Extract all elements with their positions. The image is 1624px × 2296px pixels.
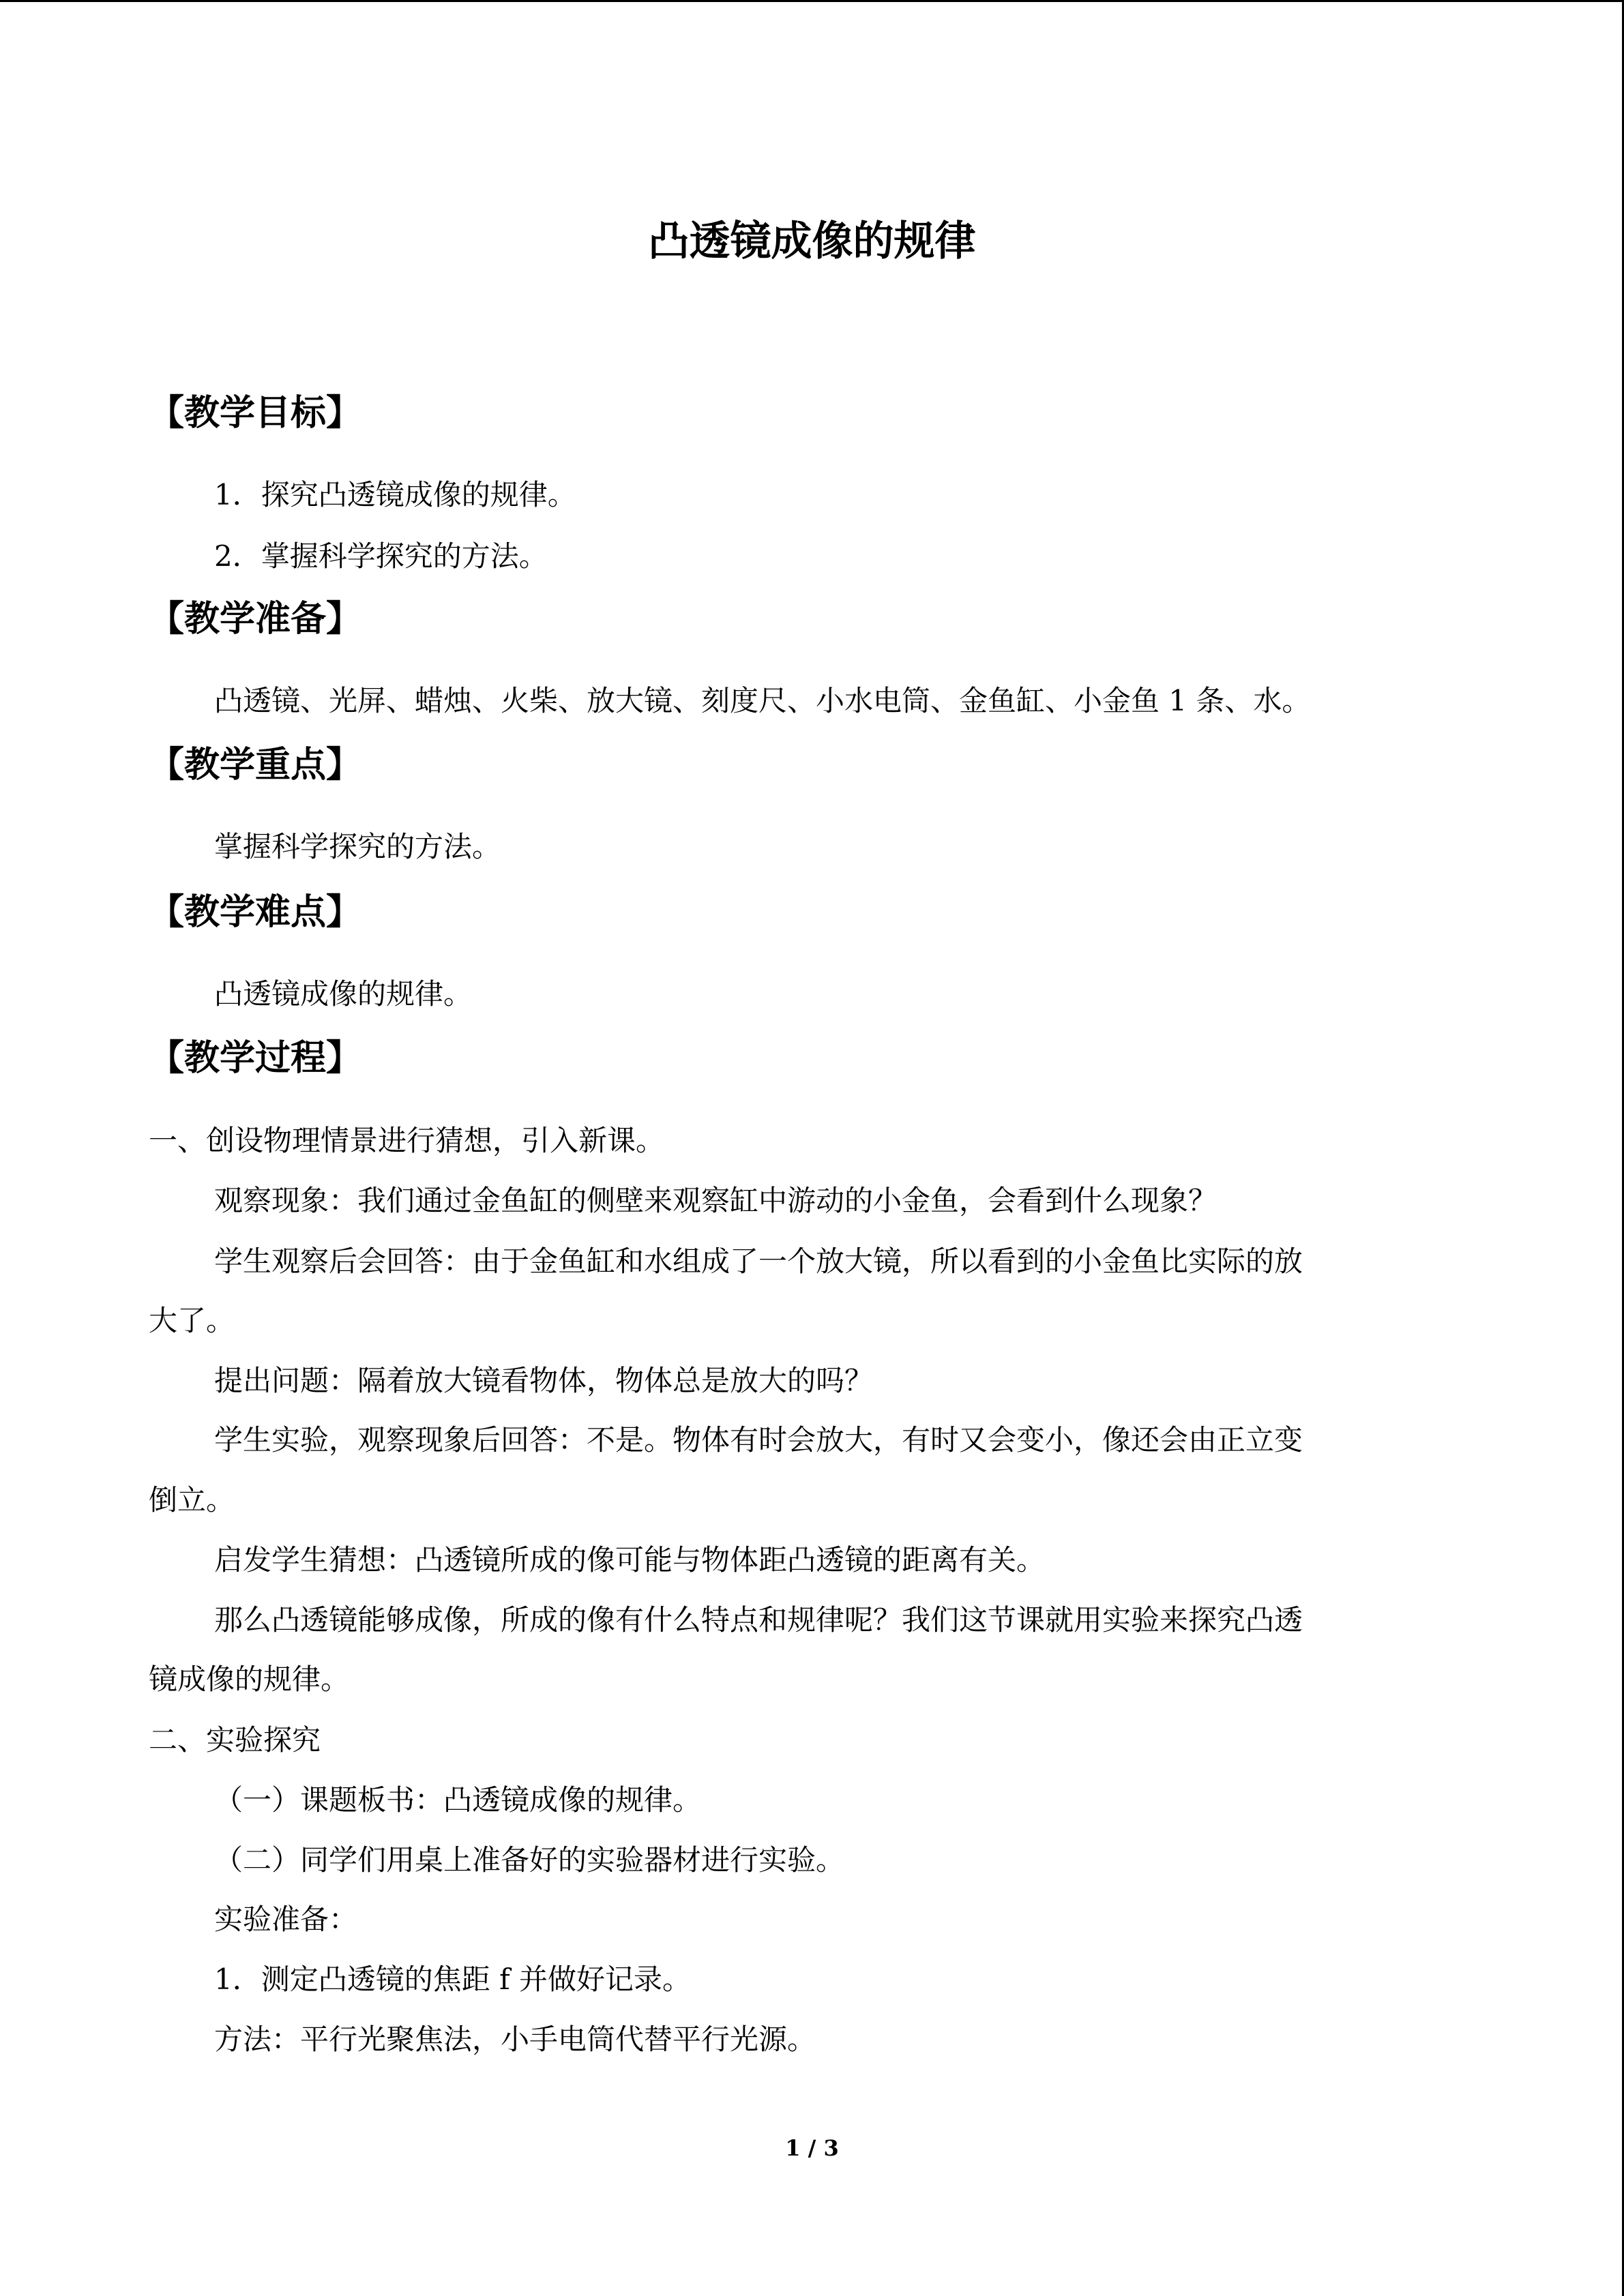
heading-teaching-prep: 【教学准备】 — [149, 599, 362, 640]
process-line-7: 倒立。 — [149, 1483, 235, 1517]
process-line-13: （二）同学们用桌上准备好的实验器材进行实验。 — [214, 1843, 845, 1877]
goal-item-1: 1．探究凸透镜成像的规律。 — [214, 478, 576, 511]
process-line-1: 一、创设物理情景进行猜想，引入新课。 — [149, 1124, 665, 1157]
page-number: 1 / 3 — [785, 2135, 839, 2161]
process-line-15: 1．测定凸透镜的焦距 f 并做好记录。 — [214, 1963, 691, 1996]
process-line-12: （一）课题板书：凸透镜成像的规律。 — [214, 1783, 702, 1817]
process-line-16: 方法：平行光聚焦法，小手电筒代替平行光源。 — [214, 2023, 816, 2056]
process-line-6: 学生实验，观察现象后回答：不是。物体有时会放大，有时又会变小，像还会由正立变 — [214, 1423, 1303, 1457]
process-line-3: 学生观察后会回答：由于金鱼缸和水组成了一个放大镜，所以看到的小金鱼比实际的放 — [214, 1244, 1303, 1278]
process-line-14: 实验准备： — [214, 1903, 358, 1936]
page-border-top — [0, 0, 1624, 2]
heading-key-point: 【教学重点】 — [149, 745, 362, 786]
process-line-5: 提出问题：隔着放大镜看物体，物体总是放大的吗？ — [214, 1364, 874, 1397]
prep-text: 凸透镜、光屏、蜡烛、火柴、放大镜、刻度尺、小水电筒、金鱼缸、小金鱼 1 条、水。 — [214, 684, 1311, 717]
process-line-2: 观察现象：我们通过金鱼缸的侧壁来观察缸中游动的小金鱼，会看到什么现象？ — [214, 1184, 1217, 1217]
process-line-8: 启发学生猜想：凸透镜所成的像可能与物体距凸透镜的距离有关。 — [214, 1543, 1046, 1577]
heading-teaching-goals: 【教学目标】 — [149, 393, 362, 434]
heading-teaching-process: 【教学过程】 — [149, 1038, 362, 1079]
document-title: 凸透镜成像的规律 — [648, 218, 976, 265]
key-text: 掌握科学探究的方法。 — [214, 830, 501, 863]
process-line-11: 二、实验探究 — [149, 1723, 321, 1757]
process-line-9: 那么凸透镜能够成像，所成的像有什么特点和规律呢？我们这节课就用实验来探究凸透 — [214, 1603, 1303, 1637]
difficulty-text: 凸透镜成像的规律。 — [214, 977, 473, 1011]
process-line-10: 镜成像的规律。 — [149, 1663, 350, 1696]
process-line-4: 大了。 — [149, 1304, 235, 1337]
goal-item-2: 2．掌握科学探究的方法。 — [214, 539, 548, 573]
heading-difficulty: 【教学难点】 — [149, 892, 362, 933]
